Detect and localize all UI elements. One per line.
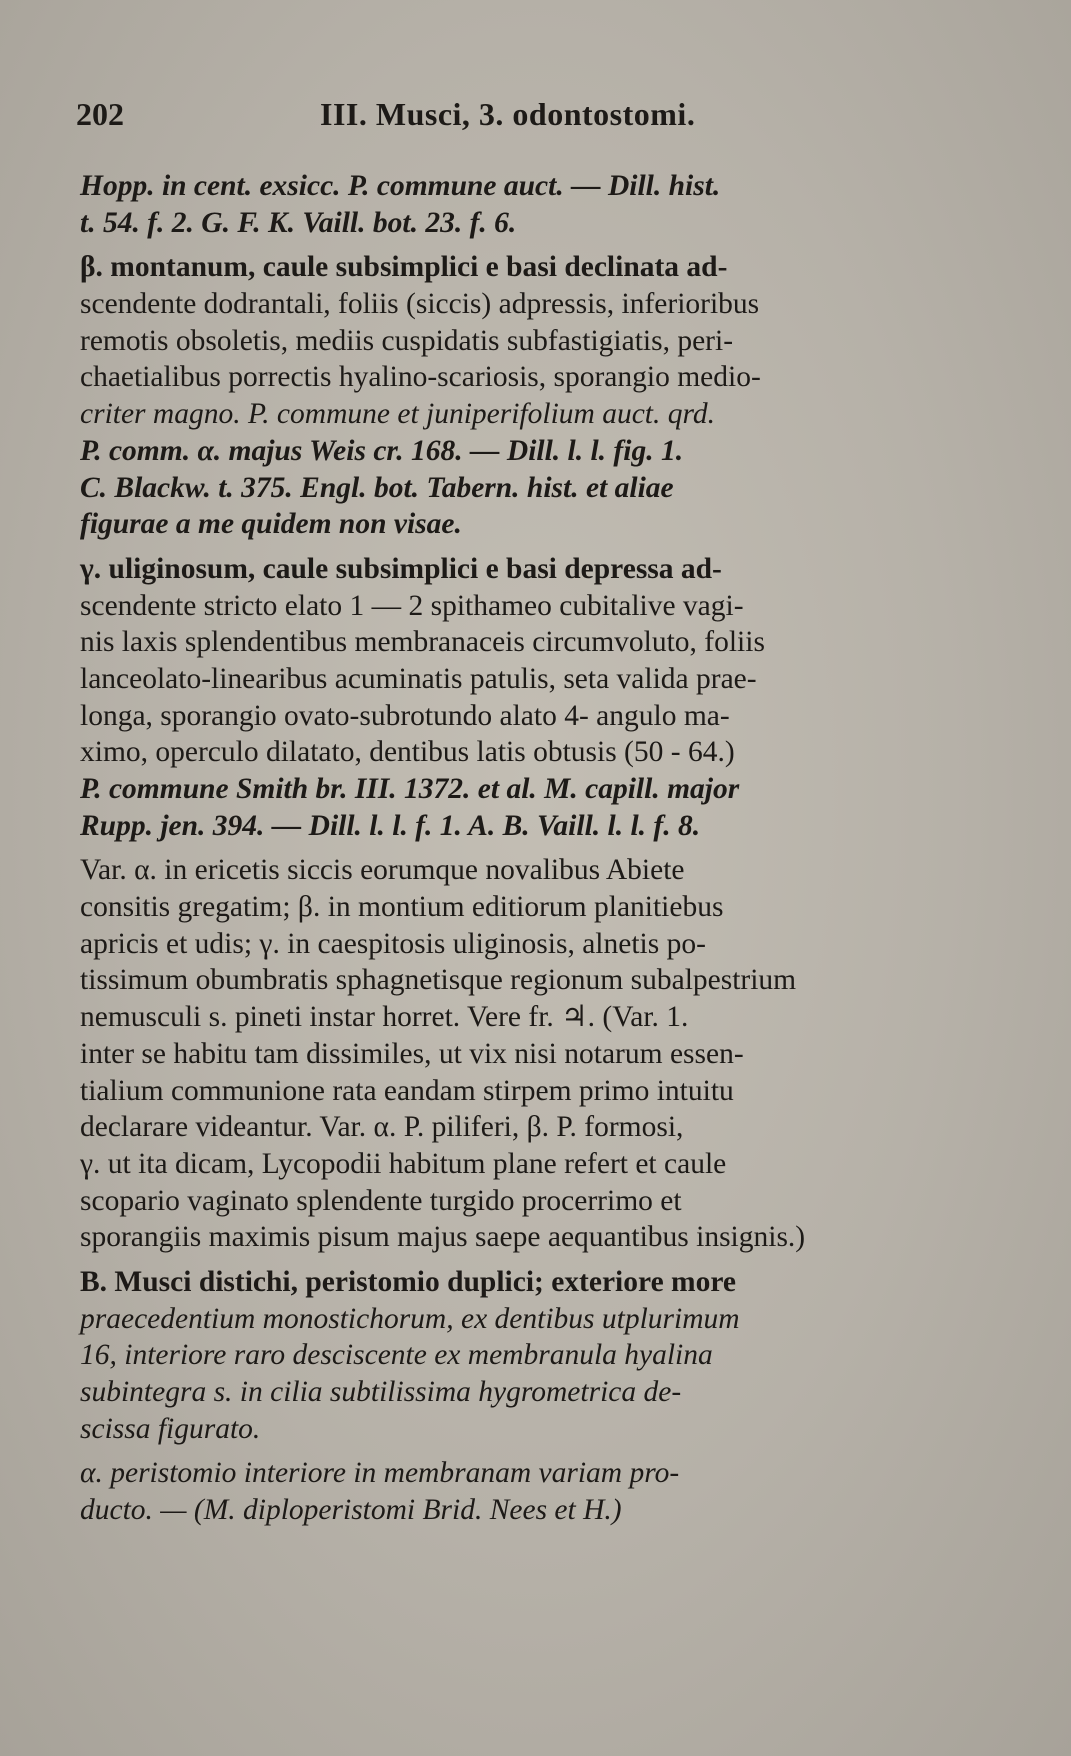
line-text: P. commune Smith br. III. 1372. et al. M. capill. major [80,773,740,805]
paragraph [80,249,1000,543]
line-text: praecedentium monostichorum, ex dentibus utplurimum [80,1302,740,1335]
line-text: consitis gregatim; β. in montium editiorum planitiebus [80,891,724,924]
paragraph [80,1264,1000,1447]
line-text: subintegra s. in cilia subtilissima hygrometrica de- [80,1376,682,1408]
page-body [80,168,1000,1537]
text-line [80,1455,1000,1492]
line-text: lanceolato-linearibus acuminatis patulis, seta valida prae- [80,662,757,695]
text-line [80,1492,1000,1529]
line-text: criter magno. P. commune et juniperifolium auct. qrd. [80,398,715,431]
text-line [80,359,1000,396]
text-line [80,661,1000,698]
line-text: remotis obsoletis, mediis cuspidatis subfastigiatis, peri- [80,324,734,357]
line-text: nemusculi s. pineti instar horret. Vere fr. ♃. (Var. 1. [80,1001,689,1034]
running-title: III. Musci, 3. odontostomi. [320,96,696,132]
paragraph [80,852,1000,1256]
line-text: sporangiis maximis pisum majus saepe aequantibus insignis.) [80,1221,806,1254]
text-line [80,551,1000,588]
text-line [80,999,1000,1036]
line-text: γ. ut ita dicam, Lycopodii habitum plane refert et caule [80,1147,727,1180]
line-text: α. peristomio interiore in membranam variam pro- [80,1457,680,1490]
paragraph-gap [80,241,1000,249]
text-line [80,1036,1000,1073]
line-text: ducto. — (M. diploperistomi Brid. Nees et H.) [80,1494,622,1527]
text-line [80,1374,1000,1411]
text-line [80,852,1000,889]
line-text: declarare videantur. Var. α. P. piliferi, β. P. formosi, [80,1111,684,1144]
line-text: Hopp. in cent. exsicc. P. commune auct. — Dill. hist. [80,170,721,202]
line-text: tissimum obumbratis sphagnetisque regionum subalpestrium [80,964,797,997]
page-number: 202 [76,96,124,132]
text-line [80,808,1000,845]
line-text: chaetialibus porrectis hyalino-scariosis, sporangio medio- [80,361,761,394]
line-text: P. comm. α. majus Weis cr. 168. — Dill. l. l. fig. 1. [80,434,684,467]
paragraph [80,168,1000,241]
line-text: 16, interiore raro desciscente ex membranula hyalina [80,1339,713,1372]
line-text: figurae a me quidem non visae. [80,508,462,541]
line-text: inter se habitu tam dissimiles, ut vix nisi notarum essen- [80,1037,744,1070]
paragraph-gap [80,1447,1000,1455]
text-line [80,205,1000,242]
text-line [80,470,1000,507]
text-line [80,168,1000,205]
line-text: scissa figurato. [80,1412,261,1445]
text-line [80,323,1000,360]
text-line [80,1146,1000,1183]
line-text: t. 54. f. 2. G. F. K. Vaill. bot. 23. f. 6. [80,206,517,239]
text-line [80,734,1000,771]
line-text: scopario vaginato splendente turgido procerrimo et [80,1184,682,1217]
paragraph-gap [80,543,1000,551]
text-line [80,962,1000,999]
text-line [80,1264,1000,1301]
line-text: scendente stricto elato 1 — 2 spithameo cubitalive vagi- [80,589,744,622]
line-text: γ. uliginosum, caule subsimplici e basi depressa ad- [80,552,722,585]
text-line [80,698,1000,735]
line-text: B. Musci distichi, peristomio duplici; exteriore more [80,1265,737,1298]
line-text: ximo, operculo dilatato, dentibus latis obtusis (50 - 64.) [80,736,735,769]
text-line [80,1219,1000,1256]
line-text: scendente dodrantali, foliis (siccis) adpressis, inferioribus [80,288,760,321]
paragraph-gap [80,1256,1000,1264]
line-text: Var. α. in ericetis siccis eorumque novalibus Abiete [80,854,685,887]
text-line [80,1337,1000,1374]
text-line [80,433,1000,470]
text-line [80,249,1000,286]
line-text: longa, sporangio ovato-subrotundo alato 4- angulo ma- [80,699,730,732]
paragraph-gap [80,844,1000,852]
line-text: tialium communione rata eandam stirpem primo intuitu [80,1074,734,1107]
text-line [80,286,1000,323]
text-line [80,624,1000,661]
text-line [80,396,1000,433]
paragraph-gap [80,1529,1000,1537]
text-line [80,1183,1000,1220]
line-text: Rupp. jen. 394. — Dill. l. l. f. 1. A. B. Vaill. l. l. f. 8. [80,809,701,842]
paragraph [80,551,1000,845]
paragraph [80,1455,1000,1528]
line-text: nis laxis splendentibus membranaceis circumvoluto, foliis [80,626,765,659]
line-text: C. Blackw. t. 375. Engl. bot. Tabern. hist. et aliae [80,471,674,504]
text-line [80,1301,1000,1338]
text-line [80,926,1000,963]
text-line [80,889,1000,926]
page-header [76,96,976,146]
text-line [80,1109,1000,1146]
line-text: β. montanum, caule subsimplici e basi declinata ad- [80,251,728,284]
line-text: apricis et udis; γ. in caespitosis uliginosis, alnetis po- [80,927,706,960]
text-line [80,771,1000,808]
text-line [80,1411,1000,1448]
text-line [80,588,1000,625]
text-line [80,1073,1000,1110]
text-line [80,506,1000,543]
